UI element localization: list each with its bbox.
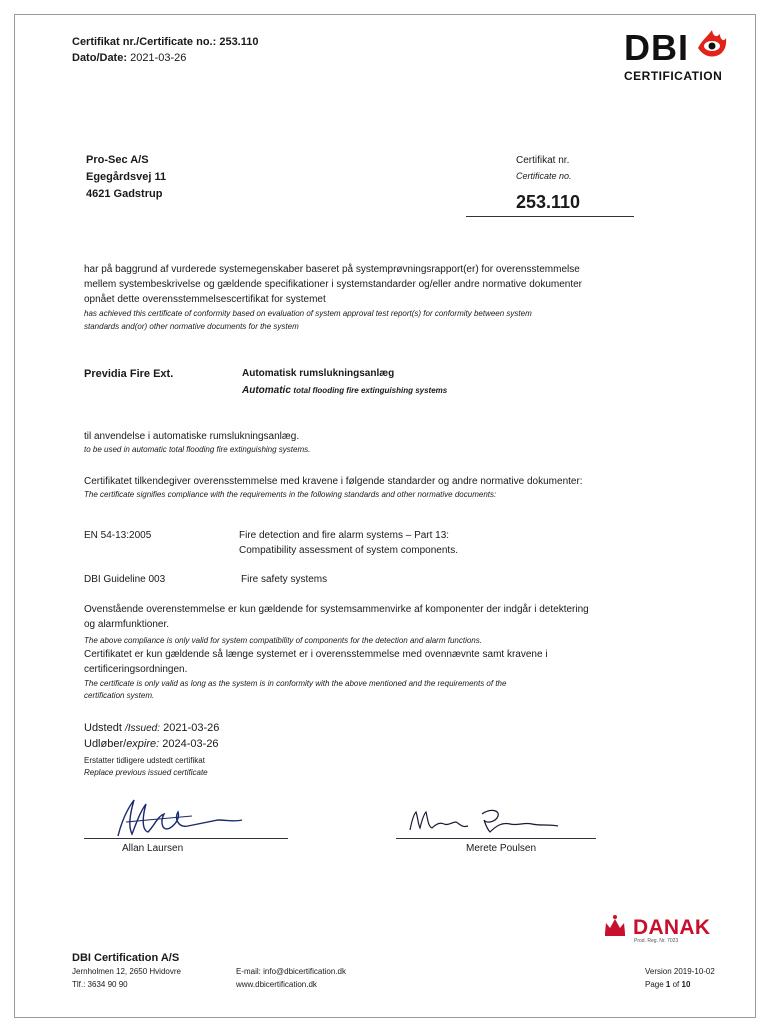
product-desc-en [242,385,447,396]
use-da: til anvendelse i automatiske rumslukningsanlæg. [84,431,300,442]
issued-value: 2021-03-26 [163,722,220,734]
intro-da-3: opnået dette overensstemmelsescertifikat for systemet [84,294,326,305]
validity-da-1b: og alarmfunktioner. [84,619,170,630]
standard-title: Fire safety systems [241,574,328,585]
validity-en-1: The above compliance is only valid for system compatibility of components for the detection and alarm functions. [84,636,482,645]
standards-intro-en: The certificate signifies compliance with the requirements in the following standards and other normative documents: [84,490,497,499]
product-desc-en-rest: total flooding fire extinguishing systems [293,386,448,395]
footer-version: Version 2019-10-02 [645,967,715,976]
intro-da-2: mellem systembeskrivelse og gældende specifikationer i systemstandarder og/eller andre normative dokumenter [84,279,583,290]
page-label: Page [645,980,664,989]
date-label: Dato/Date: [72,52,128,64]
cert-number-label: Certifikat nr./Certificate no.: [72,36,217,48]
recipient-name: Pro-Sec A/S [86,154,149,166]
cert-number-line [72,36,258,48]
validity-en-2b: certification system. [84,691,155,700]
cert-number-value: 253.110 [219,36,259,48]
dbi-logo-subtitle: CERTIFICATION [624,69,723,83]
intro-en-2: standards and(or) other normative documents for the system [84,322,299,331]
danak-crown-icon [602,914,628,938]
cert-box-label-da: Certifikat nr. [516,155,570,166]
replace-da: Erstatter tidligere udstedt certifikat [84,756,205,765]
danak-reg-number: Prod. Reg. Nr. 7023 [634,938,679,944]
signature-allan-laursen [108,790,248,842]
signatory-name: Allan Laursen [122,843,184,854]
validity-en-2: The certificate is only valid as long as the system is in conformity with the above mentioned and the requirements of the [84,679,507,688]
validity-da-1: Ovenstående overenstemmelse er kun gældende for systemsammenvirke af komponenter der indgår i detektering [84,604,589,615]
footer-email: E-mail: info@dbicertification.dk [236,967,346,976]
date-value: 2021-03-26 [130,52,187,64]
product-desc-da: Automatisk rumslukningsanlæg [242,368,395,379]
standard-title-2: Compatibility assessment of system components. [239,545,458,556]
use-en: to be used in automatic total flooding fire extinguishing systems. [84,445,311,454]
page-of: of [672,980,680,989]
intro-en-1: has achieved this certificate of conformity based on evaluation of system approval test report(s) for conformity between system [84,309,532,318]
standard-code: EN 54-13:2005 [84,530,152,541]
footer-address: Jernholmen 12, 2650 Hvidovre [72,967,181,976]
product-name: Previdia Fire Ext. [84,368,174,380]
expire-value: 2024-03-26 [162,738,219,750]
footer-web: www.dbicertification.dk [236,980,317,989]
validity-da-2b: certificeringsordningen. [84,664,188,675]
cert-box-underline [466,216,634,217]
page-total: 10 [681,980,691,989]
validity-da-2: Certifikatet er kun gældende så længe systemet er i overensstemmelse med ovennævnte samt kravene i [84,649,548,660]
standard-title: Fire detection and fire alarm systems – Part 13: [239,530,450,541]
date-line [72,52,186,64]
recipient-street: Egegårdsvej 11 [86,171,167,183]
signature-line-right [396,838,596,839]
intro-da-1: har på baggrund af vurderede systemegenskaber baseret på systemprøvningsrapport(er) for overensstemmelse [84,264,580,275]
flame-eye-icon [694,26,730,62]
dbi-logo: DBI [624,27,689,68]
footer-phone: Tlf.: 3634 90 90 [72,980,128,989]
expire-label-da: Udløber/ [84,738,127,750]
signature-line-left [84,838,288,839]
cert-box-number: 253.110 [516,192,581,212]
signature-merete-poulsen [406,800,566,840]
standards-intro-da: Certifikatet tilkendegiver overensstemmelse med kravene i følgende standarder og andre normative dokumenter: [84,476,583,487]
danak-logo: DANAK [633,916,711,939]
expire-label-en: expire: [126,738,160,750]
expire-line [84,738,219,750]
signatory-name: Merete Poulsen [466,843,537,854]
footer-page [645,980,690,989]
page-current: 1 [665,980,671,989]
cert-box-label-en: Certificate no. [516,171,572,181]
footer-company: DBI Certification A/S [72,952,180,964]
product-desc-en-bold: Automatic [242,385,291,396]
issued-line [84,722,219,734]
standard-code: DBI Guideline 003 [84,574,166,585]
issued-label-da: Udstedt [84,722,122,734]
issued-label-en: /Issued: [124,723,161,734]
replace-en: Replace previous issued certificate [84,768,208,777]
recipient-city: 4621 Gadstrup [86,188,163,200]
